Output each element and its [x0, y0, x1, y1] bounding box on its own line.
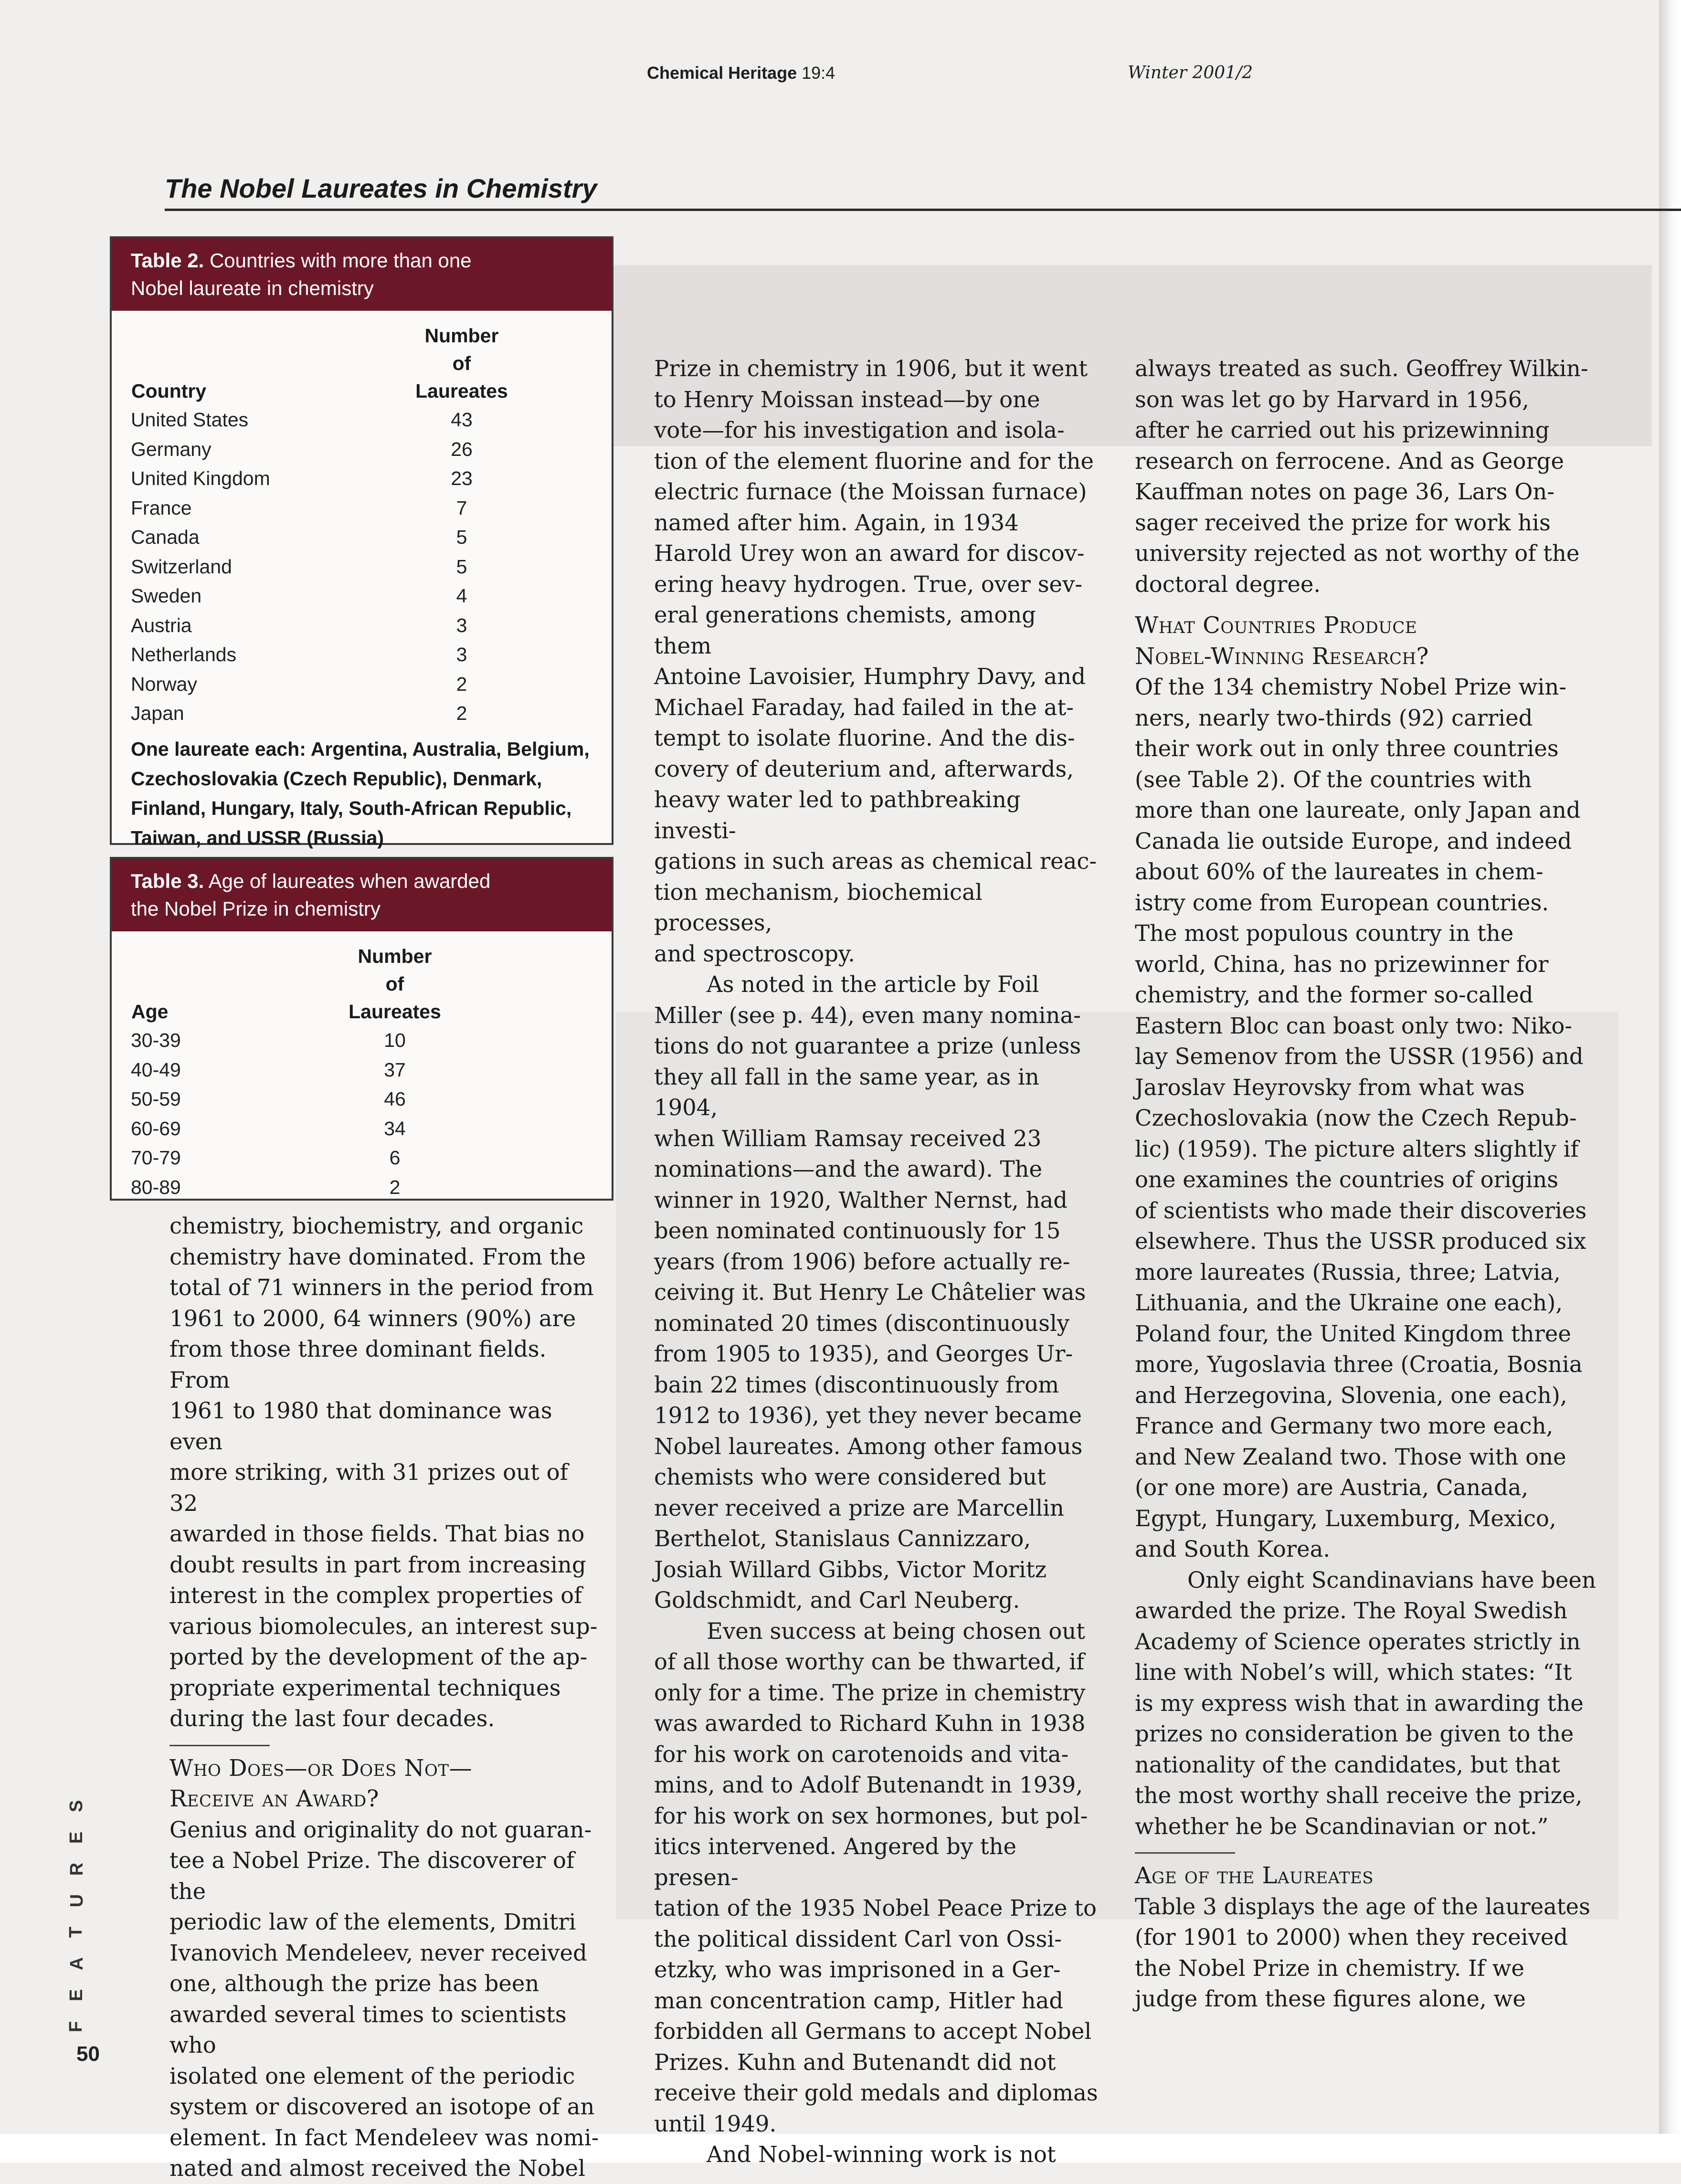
side-letter: E [66, 1989, 87, 2002]
column-2-paragraph-2 [654, 969, 1098, 1616]
journal-name: Chemical Heritage [647, 63, 797, 83]
country-cell: Canada [131, 526, 200, 548]
text-line: of scientists who made their discoveries [1135, 1197, 1587, 1224]
table-2-note-line: Taiwan, and USSR (Russia) [131, 826, 384, 849]
text-line: element. In fact Mendeleev was nomi- [169, 2124, 599, 2151]
text-line: university rejected as not worthy of the [1135, 540, 1580, 566]
text-line: the most worthy shall receive the prize, [1135, 1783, 1583, 1808]
count-cell: 4 [456, 585, 467, 607]
table-3-grid [131, 942, 443, 1202]
text-line: Only eight Scandinavians have been [1187, 1567, 1596, 1593]
country-cell: Japan [131, 702, 184, 724]
table-2-grid [131, 321, 510, 728]
count-cell: 2 [456, 702, 467, 724]
heading-rule [1135, 1852, 1235, 1854]
count-cell: 3 [456, 614, 467, 636]
count-cell: 23 [451, 467, 473, 489]
column-3-paragraph-3 [1135, 1565, 1603, 1842]
text-line: one examines the countries of origins [1135, 1167, 1559, 1192]
heading-who-does-line1: Who Does—or Does Not— [169, 1754, 473, 1782]
text-line: more striking, with 31 prizes out of 32 [169, 1459, 568, 1516]
text-line: ceiving it. But Henry Le Châtelier was [654, 1279, 1086, 1305]
table-row [131, 581, 510, 611]
table-3-caption-line1: Age of laureates when awarded [208, 870, 491, 892]
page-number: 50 [76, 2042, 100, 2066]
text-line: various biomolecules, an interest sup- [169, 1613, 598, 1639]
text-line: chemists who were considered but [654, 1464, 1046, 1490]
column-3 [1135, 353, 1603, 2015]
text-line: awarded the prize. The Royal Swedish [1135, 1598, 1568, 1624]
text-line: been nominated continuously for 15 [654, 1218, 1061, 1244]
table-row [131, 552, 510, 582]
table-2-note-line: Finland, Hungary, Italy, South-African Republic, [131, 797, 572, 819]
side-letter: A [67, 1957, 87, 1971]
text-line: lic) (1959). The picture alters slightly if [1135, 1136, 1579, 1162]
side-letter: E [66, 1831, 87, 1844]
text-line: awarded in those fields. That bias no [169, 1521, 585, 1547]
count-cell: 5 [456, 555, 467, 578]
table-row [131, 699, 510, 728]
text-line: nominated 20 times (discontinuously [654, 1310, 1070, 1336]
country-cell: Austria [131, 614, 192, 636]
text-line: 1912 to 1936), yet they never became [654, 1403, 1082, 1428]
text-line: Kauffman notes on page 36, Lars On- [1135, 479, 1555, 505]
text-line: Miller (see p. 44), even many nomina- [654, 1002, 1081, 1028]
age-cell: 80-89 [131, 1176, 181, 1198]
table-2-body [131, 405, 510, 728]
text-line: isolated one element of the periodic [169, 2063, 575, 2089]
text-line: and South Korea. [1135, 1536, 1331, 1562]
text-line: awarded several times to scientists who [169, 2001, 567, 2058]
heading-what-countries-line1: What Countries Produce [1135, 612, 1417, 639]
side-letter: U [67, 1894, 87, 1908]
table-3-header-row [131, 942, 443, 1026]
table-2-note-line: One laureate each: Argentina, Australia, Belgium, [131, 738, 590, 760]
age-cell: 70-79 [131, 1147, 181, 1169]
table-row [131, 405, 510, 435]
text-line: etzky, who was imprisoned in a Ger- [654, 1957, 1061, 1983]
text-line: lay Semenov from the USSR (1956) and [1135, 1044, 1584, 1069]
text-line: eral generations chemists, among them [654, 602, 1036, 659]
text-line: about 60% of the laureates in chem- [1135, 859, 1544, 885]
text-line: vote—for his investigation and isola- [654, 417, 1065, 443]
heading-rule [169, 1745, 270, 1746]
table-3-col-age: Age [131, 1001, 169, 1023]
text-line: and spectroscopy. [654, 940, 855, 967]
text-line: man concentration camp, Hitler had [654, 1987, 1064, 2014]
text-line: Berthelot, Stanislaus Cannizzaro, [654, 1526, 1031, 1551]
text-line: Nobel laureates. Among other famous [654, 1433, 1083, 1459]
count-cell: 6 [389, 1147, 401, 1169]
count-cell: 2 [389, 1176, 401, 1198]
text-line: France and Germany two more each, [1135, 1413, 1554, 1439]
table-2-col-number-line1: Number of [424, 325, 499, 374]
text-line: 1961 to 2000, 64 winners (90%) are [169, 1305, 576, 1331]
text-line: whether he be Scandinavian or not.” [1135, 1813, 1549, 1839]
text-line: doubt results in part from increasing [169, 1551, 586, 1578]
table-3-col-number-line1: Number of [358, 945, 432, 995]
count-cell: 26 [451, 438, 473, 460]
text-line: chemistry have dominated. From the [169, 1244, 586, 1270]
country-cell: United States [131, 409, 249, 431]
text-line: Of the 134 chemistry Nobel Prize win- [1135, 674, 1567, 700]
text-line: named after him. Again, in 1934 [654, 509, 1019, 536]
text-line: (for 1901 to 2000) when they received [1135, 1924, 1568, 1950]
table-row [131, 1085, 443, 1114]
text-line: istry come from European countries. [1135, 889, 1549, 916]
table-2-caption-line1: Countries with more than one [209, 249, 472, 272]
text-line: Prizes. Kuhn and Butenandt did not [654, 2049, 1056, 2075]
column-1-paragraph-1 [169, 1211, 599, 1734]
text-line: itics intervened. Angered by the presen- [654, 1834, 1017, 1890]
column-2 [654, 353, 1098, 2170]
text-line: when William Ramsay received 23 [654, 1125, 1042, 1151]
text-line: (see Table 2). Of the countries with [1135, 766, 1532, 792]
table-row [131, 435, 510, 464]
text-line: tempt to isolate fluorine. And the dis- [654, 725, 1075, 751]
table-2-col-number-line2: Laureates [415, 380, 508, 402]
column-1-paragraph-2 [169, 1815, 599, 2184]
text-line: Prize in chemistry in 1906, but it went [654, 356, 1088, 381]
text-line: prizes no consideration be given to the [1135, 1721, 1574, 1747]
text-line: system or discovered an isotope of an [169, 2094, 595, 2120]
text-line: nationality of the candidates, but that [1135, 1751, 1560, 1778]
table-3-label: Table 3. [131, 870, 204, 892]
text-line: more, Yugoslavia three (Croatia, Bosnia [1135, 1351, 1583, 1377]
text-line: tion of the element fluorine and for the [654, 448, 1094, 474]
text-line: Even success at being chosen out [707, 1618, 1085, 1644]
heading-age: Age of the Laureates [1135, 1862, 1374, 1889]
text-line: their work out in only three countries [1135, 736, 1559, 761]
column-1 [169, 1211, 599, 2184]
table-2-note-line: Czechoslovakia (Czech Republic), Denmark, [131, 767, 542, 790]
country-cell: United Kingdom [131, 467, 270, 489]
text-line: interest in the complex properties of [169, 1583, 582, 1608]
column-2-paragraph-3 [654, 1616, 1098, 2140]
text-line: during the last four decades. [169, 1706, 495, 1731]
count-cell: 3 [456, 644, 467, 665]
count-cell: 34 [384, 1117, 406, 1139]
text-line: tee a Nobel Prize. The discoverer of the [169, 1847, 575, 1904]
table-2 [110, 236, 613, 849]
table-row [131, 464, 510, 494]
table-row [131, 1026, 443, 1055]
text-line: bain 22 times (discontinuously from [654, 1372, 1059, 1398]
count-cell: 43 [451, 409, 473, 431]
text-line: chemistry, biochemistry, and organic [169, 1213, 584, 1239]
text-line: covery of deuterium and, afterwards, [654, 756, 1074, 782]
count-cell: 7 [456, 496, 467, 519]
count-cell: 46 [384, 1088, 406, 1110]
text-line: The most populous country in the [1135, 920, 1514, 946]
text-line: 1961 to 1980 that dominance was even [169, 1398, 552, 1455]
count-cell: 5 [456, 526, 467, 548]
text-line: after he carried out his prizewinning [1135, 417, 1550, 443]
count-cell: 2 [456, 673, 467, 695]
page-gutter-shadow [1659, 0, 1681, 2163]
table-3 [110, 857, 613, 1201]
table-row [131, 1143, 443, 1173]
text-line: sager received the prize for work his [1135, 509, 1551, 536]
side-letter: T [66, 1926, 86, 1938]
text-line: years (from 1906) before actually re- [654, 1248, 1070, 1275]
table-2-caption [112, 238, 612, 311]
text-line: until 1949. [654, 2110, 777, 2137]
table-2-caption-line2: Nobel laureate in chemistry [131, 277, 374, 299]
text-line: nated and almost received the Nobel [169, 2155, 585, 2181]
text-line: line with Nobel’s will, which states: “It [1135, 1659, 1572, 1685]
text-line: mins, and to Adolf Butenandt in 1939, [654, 1772, 1083, 1798]
column-3-paragraph-4 [1135, 1891, 1603, 2015]
age-cell: 40-49 [131, 1058, 181, 1081]
text-line: tions do not guarantee a prize (unless [654, 1033, 1081, 1059]
column-2-paragraph-1 [654, 353, 1098, 969]
text-line: only for a time. The prize in chemistry [654, 1679, 1086, 1706]
country-cell: France [131, 496, 192, 519]
side-letter: F [66, 2021, 86, 2033]
text-line: Goldschmidt, and Carl Neuberg. [654, 1587, 1020, 1613]
table-2-col-country: Country [131, 380, 207, 402]
spacer [1135, 600, 1603, 610]
running-head [647, 63, 835, 83]
text-line: Egypt, Hungary, Luxemburg, Mexico, [1135, 1505, 1556, 1531]
text-line: propriate experimental techniques [169, 1675, 561, 1701]
text-line: Academy of Science operates strictly in [1135, 1628, 1581, 1655]
heading-what-countries [1135, 610, 1603, 672]
side-letter: S [66, 1800, 87, 1813]
text-line: elsewhere. Thus the USSR produced six [1135, 1228, 1586, 1254]
text-line: And Nobel-winning work is not [707, 2142, 1056, 2167]
text-line: judge from these figures alone, we [1135, 1986, 1526, 2012]
text-line: Poland four, the United Kingdom three [1135, 1320, 1571, 1347]
table-2-note [112, 728, 612, 859]
text-line: more laureates (Russia, three; Latvia, [1135, 1259, 1561, 1285]
text-line: never received a prize are Marcellin [654, 1495, 1064, 1521]
section-title: The Nobel Laureates in Chemistry [165, 173, 597, 203]
text-line: Jaroslav Heyrovsky from what was [1135, 1074, 1525, 1100]
table-row [131, 523, 510, 552]
text-line: total of 71 winners in the period from [169, 1275, 594, 1300]
country-cell: Sweden [131, 585, 202, 607]
text-line: and Herzegovina, Slovenia, one each), [1135, 1382, 1567, 1408]
text-line: ported by the development of the ap- [169, 1644, 588, 1670]
text-line: Canada lie outside Europe, and indeed [1135, 828, 1572, 854]
text-line: of all those worthy can be thwarted, if [654, 1649, 1085, 1675]
text-line: Genius and originality do not guaran- [169, 1816, 592, 1843]
text-line: for his work on carotenoids and vita- [654, 1741, 1069, 1767]
text-line: Antoine Lavoisier, Humphry Davy, and [654, 664, 1086, 689]
country-cell: Norway [131, 673, 197, 695]
column-2-paragraph-4 [654, 2139, 1098, 2170]
count-cell: 37 [384, 1058, 406, 1081]
text-line: more than one laureate, only Japan and [1135, 797, 1581, 823]
text-line: heavy water led to pathbreaking investi- [654, 787, 1021, 844]
country-cell: Switzerland [131, 555, 232, 578]
side-letter: R [67, 1862, 87, 1876]
table-3-col-number-line2: Laureates [349, 1001, 441, 1023]
table-3-body [131, 1026, 443, 1202]
issue-date: Winter 2001/2 [1128, 63, 1253, 83]
text-line: winner in 1920, Walther Nernst, had [654, 1187, 1068, 1213]
country-cell: Germany [131, 438, 211, 460]
table-2-header-row [131, 321, 510, 405]
heading-who-does [169, 1753, 599, 1815]
text-line: forbidden all Germans to accept Nobel [654, 2018, 1092, 2044]
table-row [131, 611, 510, 641]
text-line: the political dissident Carl von Ossi- [654, 1926, 1062, 1952]
text-line: to Henry Moissan instead—by one [654, 386, 1040, 412]
text-line: Josiah Willard Gibbs, Victor Moritz [654, 1556, 1047, 1583]
country-cell: Netherlands [131, 644, 237, 665]
text-line: one, although the prize has been [169, 1971, 539, 1996]
table-row [131, 670, 510, 699]
count-cell: 10 [384, 1029, 406, 1051]
text-line: from 1905 to 1935), and Georges Ur- [654, 1341, 1073, 1367]
text-line: and New Zealand two. Those with one [1135, 1444, 1566, 1470]
text-line: ering heavy hydrogen. True, over sev- [654, 571, 1083, 597]
table-row [131, 1173, 443, 1203]
table-row [131, 640, 510, 670]
text-line: periodic law of the elements, Dmitri [169, 1909, 576, 1935]
text-line: Eastern Bloc can boast only two: Niko- [1135, 1013, 1573, 1039]
text-line: they all fall in the same year, as in 1904, [654, 1064, 1039, 1120]
text-line: nominations—and the award). The [654, 1156, 1043, 1182]
text-line: gations in such areas as chemical reac- [654, 848, 1097, 874]
table-row [131, 1055, 443, 1085]
text-line: As noted in the article by Foil [707, 971, 1039, 997]
text-line: Table 3 displays the age of the laureates [1135, 1893, 1590, 1920]
age-cell: 50-59 [131, 1088, 181, 1110]
text-line: doctoral degree. [1135, 571, 1321, 597]
table-2-col-number [413, 321, 510, 405]
text-line: (or one more) are Austria, Canada, [1135, 1475, 1529, 1500]
table-row [131, 494, 510, 523]
column-3-paragraph-2 [1135, 672, 1603, 1565]
text-line: Ivanovich Mendeleev, never received [169, 1940, 587, 1966]
text-line: is my express wish that in awarding the [1135, 1690, 1584, 1716]
column-3-paragraph-1 [1135, 353, 1603, 600]
text-line: for his work on sex hormones, but pol- [654, 1803, 1088, 1829]
text-line: from those three dominant fields. From [169, 1336, 547, 1393]
journal-issue: 19:4 [802, 63, 835, 83]
text-line: was awarded to Richard Kuhn in 1938 [654, 1710, 1086, 1736]
heading-who-does-line2: Receive an Award? [169, 1785, 379, 1812]
age-cell: 60-69 [131, 1117, 181, 1139]
text-line: Harold Urey won an award for discov- [654, 540, 1085, 566]
table-3-col-number [347, 942, 443, 1026]
text-line: son was let go by Harvard in 1956, [1135, 386, 1529, 412]
text-line: electric furnace (the Moissan furnace) [654, 479, 1087, 505]
text-line: receive their gold medals and diplomas [654, 2080, 1098, 2106]
text-line: tation of the 1935 Nobel Peace Prize to [654, 1895, 1097, 1921]
text-line: Michael Faraday, had failed in the at- [654, 694, 1074, 720]
text-line: Czechoslovakia (now the Czech Repub- [1135, 1105, 1577, 1131]
text-line: world, China, has no prizewinner for [1135, 951, 1549, 977]
heading-what-countries-line2: Nobel-Winning Research? [1135, 643, 1429, 670]
text-line: ners, nearly two-thirds (92) carried [1135, 705, 1533, 731]
text-line: the Nobel Prize in chemistry. If we [1135, 1955, 1524, 1981]
text-line: chemistry, and the former so-called [1135, 982, 1533, 1008]
text-line: always treated as such. Geoffrey Wilkin- [1135, 356, 1588, 381]
age-cell: 30-39 [131, 1029, 181, 1051]
table-2-label: Table 2. [131, 249, 204, 272]
text-line: tion mechanism, biochemical processes, [654, 879, 983, 936]
table-3-caption [112, 859, 612, 931]
text-line: research on ferrocene. And as George [1135, 448, 1564, 474]
table-row [131, 1114, 443, 1144]
title-rule [165, 209, 1681, 211]
table-3-caption-line2: the Nobel Prize in chemistry [131, 897, 381, 920]
text-line: Lithuania, and the Ukraine one each), [1135, 1290, 1563, 1316]
